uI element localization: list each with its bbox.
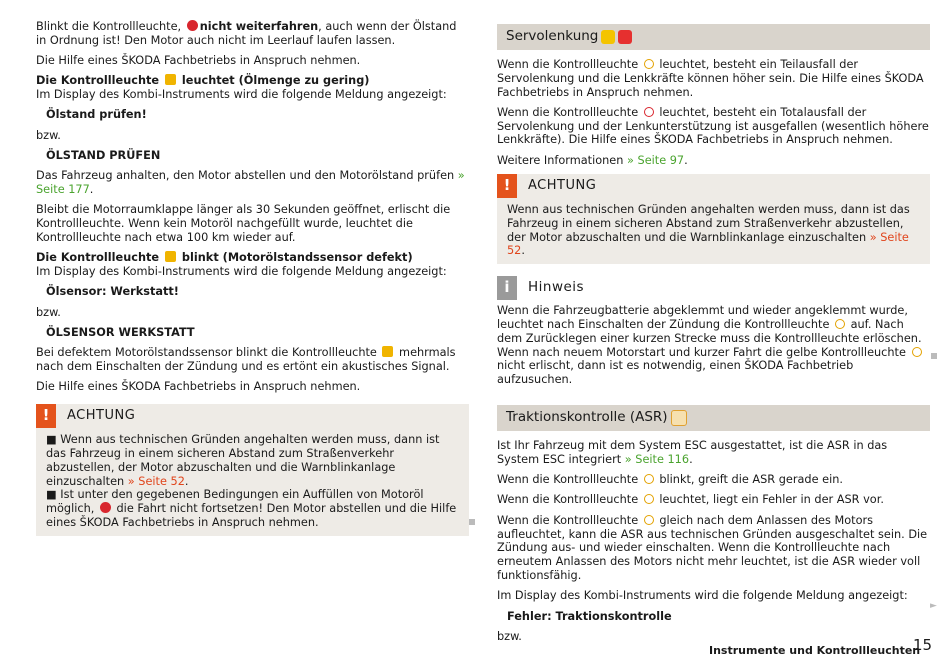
section-title: Traktionskontrolle (ASR) (506, 409, 668, 426)
warning-body (497, 198, 930, 258)
warning-bullet: ■ Ist unter den gegebenen Bedingungen ein Auffüllen von Motoröl möglich, die Fahrt nicht fortsetzen! Den Motor abstellen und die Hilfe eines ŠKODA Fachbetriebs in Anspruch nehmen. (46, 488, 457, 530)
section-title: Servolenkung (506, 28, 599, 45)
note-header (497, 276, 930, 300)
steering-red-icon (618, 30, 632, 44)
warning-title: ACHTUNG (67, 408, 136, 424)
display-message: Fehler: Traktionskontrolle (507, 609, 672, 623)
warning-bullet: ■ Wenn aus technischen Gründen angehalten werden muss, dann ist das Fahrzeug in einem sicheren Abstand zum Straßenverkehr abzustellen, der Motor abzuschalten und die Warnblinkanlage einzuschalten » Seite 52. (46, 433, 440, 488)
page-link[interactable]: » Seite 116 (624, 452, 690, 466)
display-message: ÖLSENSOR WERKSTATT (46, 326, 195, 340)
left-column (36, 20, 469, 548)
chapter-title: Instrumente und Kontrollleuchten (709, 644, 921, 657)
paragraph: Blinkt die Kontrollleuchte, nicht weiterfahren, auch wenn der Ölstand in Ordnung ist! Den Motor auch nicht im Leerlauf laufen lassen. (36, 20, 457, 47)
paragraph: Ist Ihr Fahrzeug mit dem System ESC ausgestattet, ist die ASR in das System ESC integriert » Seite 116. (497, 439, 888, 466)
warning-text: Wenn aus technischen Gründen angehalten werden muss, dann ist das Fahrzeug in einem sicheren Abstand zum Straßenverkehr abzustellen, der Motor abzuschalten und die Warnblinkanlage einzuschalten » Seite 52. (507, 203, 910, 258)
page-link[interactable]: » Seite 177 (36, 169, 465, 197)
page-link[interactable]: » Seite 52 (507, 230, 909, 258)
steering-yellow-icon (912, 347, 922, 357)
paragraph: bzw. (497, 629, 522, 643)
section-header-asr (497, 405, 930, 431)
oil-level-yellow-icon (382, 346, 393, 357)
oil-pressure-red-icon (100, 502, 111, 513)
subheading: Die Kontrollleuchte leuchtet (Ölmenge zu gering) (36, 74, 370, 88)
warning-icon: ! (36, 404, 56, 428)
continue-arrow-icon: ► (930, 601, 937, 611)
paragraph: Im Display des Kombi-Instruments wird die folgende Meldung angezeigt: (36, 88, 447, 102)
section-end-marker (931, 353, 937, 359)
oil-pressure-red-icon (187, 20, 198, 31)
oil-level-yellow-icon (165, 251, 176, 262)
warning-box (497, 174, 930, 264)
steering-yellow-icon (644, 59, 654, 69)
steering-yellow-icon (601, 30, 615, 44)
note-title: Hinweis (528, 279, 585, 296)
warning-title: ACHTUNG (528, 178, 597, 194)
traction-control-icon (644, 494, 654, 504)
traction-control-icon (671, 410, 687, 426)
display-message: Ölsensor: Werkstatt! (46, 285, 179, 299)
subheading: Die Kontrollleuchte blinkt (Motorölstandssensor defekt) (36, 251, 413, 265)
paragraph: Die Hilfe eines ŠKODA Fachbetriebs in Anspruch nehmen. (36, 380, 361, 394)
paragraph: Wenn die Kontrollleuchte leuchtet, besteht ein Teilausfall der Servolenkung und die Lenkkräfte können höher sein. Die Hilfe eines ŠKODA Fachbetriebs in Anspruch nehmen. (497, 58, 924, 99)
paragraph: Die Hilfe eines ŠKODA Fachbetriebs in Anspruch nehmen. (36, 54, 361, 68)
warning-box (36, 404, 469, 536)
section-end-marker (469, 519, 475, 525)
info-icon: i (497, 276, 517, 300)
display-message: ÖLSTAND PRÜFEN (46, 149, 161, 163)
page-link[interactable]: » Seite 52 (127, 474, 185, 488)
paragraph: Wenn die Kontrollleuchte leuchtet, liegt ein Fehler in der ASR vor. (497, 493, 884, 507)
paragraph: Wenn die Kontrollleuchte blinkt, greift die ASR gerade ein. (497, 473, 843, 487)
page-number: 15 (913, 636, 933, 654)
warning-header (36, 404, 469, 428)
paragraph: Wenn die Kontrollleuchte leuchtet, besteht ein Totalausfall der Servolenkung und der Lenkunterstützung ist ausgefallen (wesentlich höhere Lenkkräfte). Die Hilfe eines ŠKODA Fachbetriebs in Anspruch nehmen. (497, 105, 929, 147)
note-text: Wenn die Fahrzeugbatterie abgeklemmt und wieder angeklemmt wurde, leuchtet nach Einschalten der Zündung die Kontrollleuchte auf. Nach dem Zurücklegen einer kurzen Strecke muss die Kontrollleuchte erlöschen. Wenn nach neuem Motorstart und kurzer Fahrt die gelbe Kontrollleuchte nicht erlischt, dann ist es notwendig, einen ŠKODA Fachbetrieb aufzusuchen. (497, 304, 922, 387)
paragraph: Bleibt die Motorraumklappe länger als 30 Sekunden geöffnet, erlischt die Kontrollleuchte. Wenn kein Motoröl nachgefüllt wurde, leuchtet die Kontrollleuchte nach etwa 100 km wieder auf. (36, 203, 451, 245)
paragraph: Weitere Informationen » Seite 97. (497, 153, 688, 167)
display-message: Ölstand prüfen! (46, 108, 147, 122)
oil-level-yellow-icon (165, 74, 176, 85)
paragraph: Wenn die Kontrollleuchte gleich nach dem Anlassen des Motors aufleuchtet, kann die ASR aus technischen Gründen ausgeschaltet sein. Die Zündung aus- und wieder einschalten. Wenn die Kontrollleuchte nach erneutem Anlassen des Motors nicht mehr leuchtet, ist die ASR wieder voll funktionsfähig. (497, 513, 928, 582)
warning-body (36, 428, 469, 530)
traction-control-icon (644, 474, 654, 484)
traction-control-icon (644, 515, 654, 525)
right-column (497, 24, 930, 650)
paragraph: Das Fahrzeug anhalten, den Motor abstellen und den Motorölstand prüfen » Seite 177. (36, 169, 465, 197)
paragraph: Bei defektem Motorölstandssensor blinkt die Kontrollleuchte mehrmals nach dem Einschalten der Zündung und es ertönt ein akustisches Signal. (36, 346, 456, 374)
warning-header (497, 174, 930, 198)
paragraph: bzw. (36, 128, 61, 142)
warning-icon: ! (497, 174, 517, 198)
steering-yellow-icon (835, 319, 845, 329)
paragraph: bzw. (36, 305, 61, 319)
paragraph: Im Display des Kombi-Instruments wird die folgende Meldung angezeigt: (497, 589, 908, 603)
page-link[interactable]: » Seite 97 (627, 153, 685, 167)
steering-red-icon (644, 107, 654, 117)
paragraph: Im Display des Kombi-Instruments wird die folgende Meldung angezeigt: (36, 265, 447, 279)
section-header-servolenkung (497, 24, 930, 50)
